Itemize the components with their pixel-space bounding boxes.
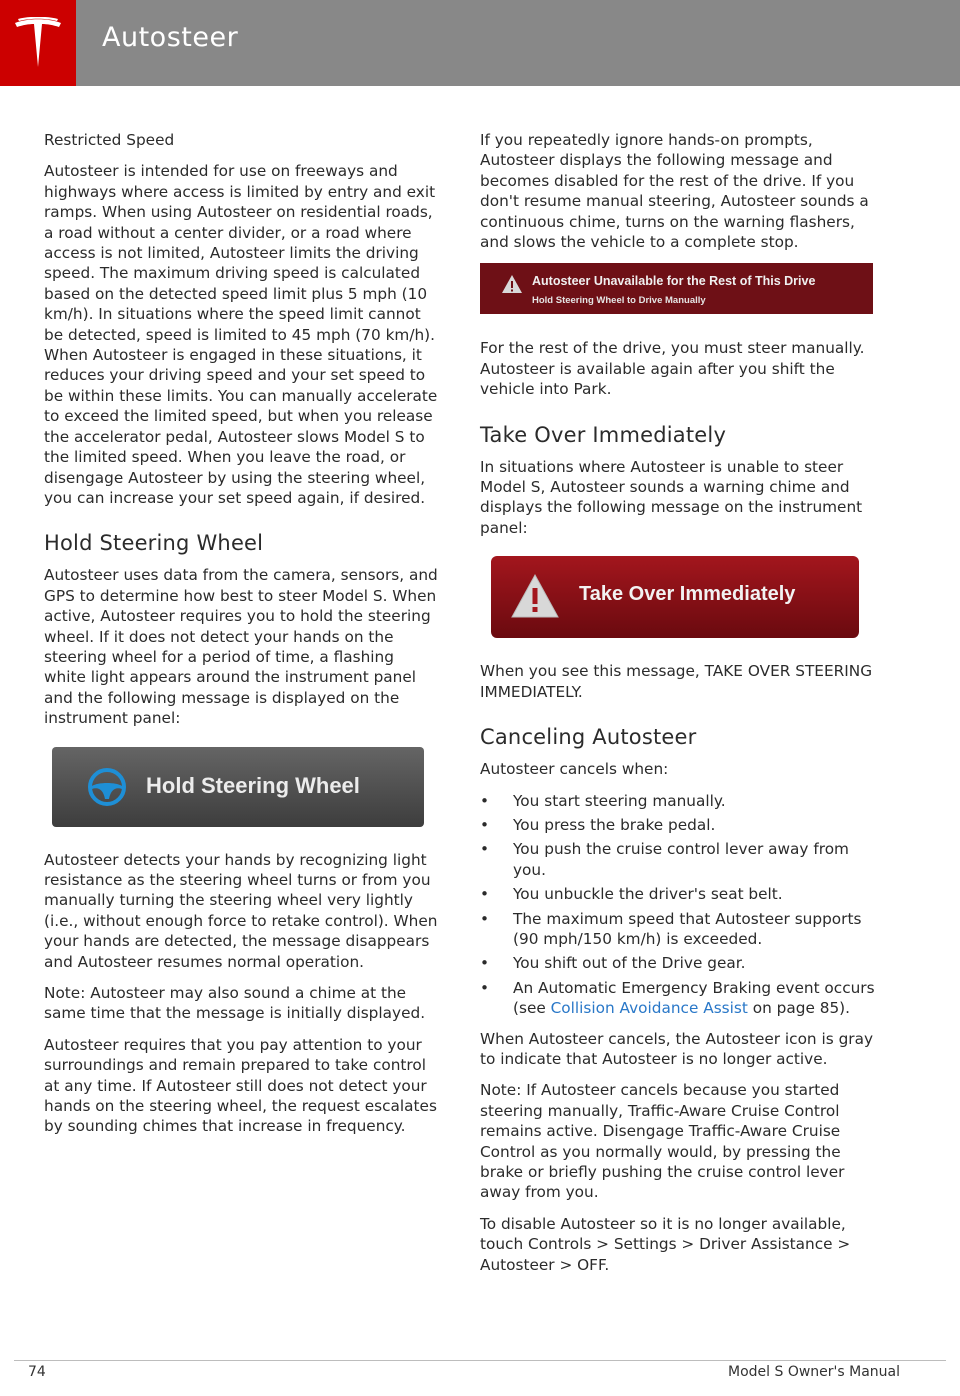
hold-steering-wheel-banner (52, 747, 424, 827)
bullet: • (480, 954, 490, 973)
take-over-immediately-banner (491, 556, 859, 638)
note-paragraph: Note: Autosteer may also sound a chime at the same time that the message is initially displayed. (44, 984, 426, 1023)
right-column (480, 130, 880, 1286)
paragraph: In situations where Autosteer is unable to steer Model S, Autosteer sounds a warning chime and displays the following message on the instrument panel: (480, 457, 863, 537)
collision-avoidance-assist-link[interactable]: Collision Avoidance Assist (550, 999, 748, 1018)
cancel-conditions-list (480, 791, 880, 1019)
section-heading-hold-steering-wheel: Hold Steering Wheel (44, 531, 264, 556)
manual-title: Model S Owner's Manual (728, 1364, 900, 1380)
page-number: 74 (28, 1364, 46, 1380)
list-item: • You start steering manually. (480, 791, 726, 810)
warning-icon (501, 274, 523, 294)
paragraph: When you see this message, TAKE OVER STEERING IMMEDIATELY. (480, 662, 873, 701)
bullet: • (480, 909, 490, 928)
section-heading-canceling-autosteer: Canceling Autosteer (480, 725, 697, 750)
paragraph: Autosteer is intended for use on freeways and highways where access is limited by entry and exit ramps. When using Autosteer on residential roads, a road without a center divider, or a road where access is not limited, Autosteer limits the driving speed. The maximum driving speed is calculated based on the detected speed limit plus 5 mph (10 km/h). In situations where the speed limit cannot be detected, speed is limited to 45 mph (70 km/h). When Autosteer is engaged in these situations, it reduces your driving speed and your set speed to be within these limits. You can manually accelerate to exceed the limited speed, but when you release the accelerator pedal, Autosteer slows Model S to the limited speed. When you leave the road, or disengage Autosteer by using the steering wheel, you can increase your set speed again, if desired. (44, 162, 438, 507)
steering-wheel-icon (86, 766, 128, 808)
warning-icon (510, 573, 560, 619)
paragraph: Autosteer uses data from the camera, sensors, and GPS to determine how best to steer Model S. When active, Autosteer requires you to hold the steering wheel. If it does not detect your hands on the steering wheel for a period of time, a flashing white light appears around the instrument panel and the following message is displayed on the instrument panel: (44, 566, 438, 728)
bullet: • (480, 840, 490, 859)
hold-banner-text: Hold Steering Wheel (146, 772, 360, 798)
section-heading-take-over: Take Over Immediately (480, 422, 727, 447)
footer-divider (14, 1360, 946, 1361)
page-title: Autosteer (102, 22, 239, 53)
paragraph: Autosteer requires that you pay attention to your surroundings and remain prepared to take control at any time. If Autosteer still does not detect your hands on the steering wheel, the request escalates by sounding chimes that increase in frequency. (44, 1035, 437, 1136)
paragraph: For the rest of the drive, you must steer manually. Autosteer is available again after you shift the vehicle into Park. (480, 339, 865, 399)
list-item: • You push the cruise control lever away from you. (480, 840, 849, 879)
autosteer-unavailable-banner (480, 263, 873, 314)
bullet: • (480, 815, 490, 834)
unavailable-title: Autosteer Unavailable for the Rest of This Drive (532, 274, 816, 289)
bullet: • (480, 791, 490, 810)
paragraph: If you repeatedly ignore hands-on prompts, Autosteer displays the following message and becomes disabled for the rest of the drive. If you don't resume manual steering, Autosteer sounds a continuous chime, turns on the warning flashers, and slows the vehicle to a complete stop. (480, 131, 869, 252)
unavailable-subtitle: Hold Steering Wheel to Drive Manually (532, 295, 706, 307)
left-column (44, 130, 439, 1148)
note-paragraph: Note: If Autosteer cancels because you started steering manually, Traffic-Aware Cruise Control remains active. Disengage Traffic-Aware Cruise Control as you normally would, by pressing the brake or briefly pushing the cruise control lever away from you. (480, 1081, 845, 1202)
tesla-logo (0, 0, 76, 86)
paragraph: To disable Autosteer so it is no longer available, touch Controls > Settings > Driver Assistance > Autosteer > OFF. (480, 1214, 851, 1274)
paragraph: When Autosteer cancels, the Autosteer icon is gray to indicate that Autosteer is no longer active. (480, 1029, 873, 1068)
tesla-logo-icon (13, 17, 63, 69)
take-over-banner-text: Take Over Immediately (579, 583, 796, 606)
list-item: • An Automatic Emergency Braking event occurs (see Collision Avoidance Assist on page 85). (480, 978, 875, 1018)
bullet: • (480, 978, 490, 997)
paragraph: Restricted Speed (44, 131, 175, 149)
list-item: • The maximum speed that Autosteer supports (90 mph/150 km/h) is exceeded. (480, 909, 862, 948)
paragraph: Autosteer detects your hands by recognizing light resistance as the steering wheel turns or from you manually turning the steering wheel very lightly (i.e., without enough force to retake control). When your hands are detected, the message disappears and Autosteer resumes normal operation. (44, 850, 438, 971)
list-item: • You unbuckle the driver's seat belt. (480, 885, 783, 904)
page-header (0, 0, 960, 86)
bullet: • (480, 885, 490, 904)
list-item: • You press the brake pedal. (480, 815, 716, 834)
paragraph: Autosteer cancels when: (480, 760, 669, 779)
list-item: • You shift out of the Drive gear. (480, 954, 746, 973)
